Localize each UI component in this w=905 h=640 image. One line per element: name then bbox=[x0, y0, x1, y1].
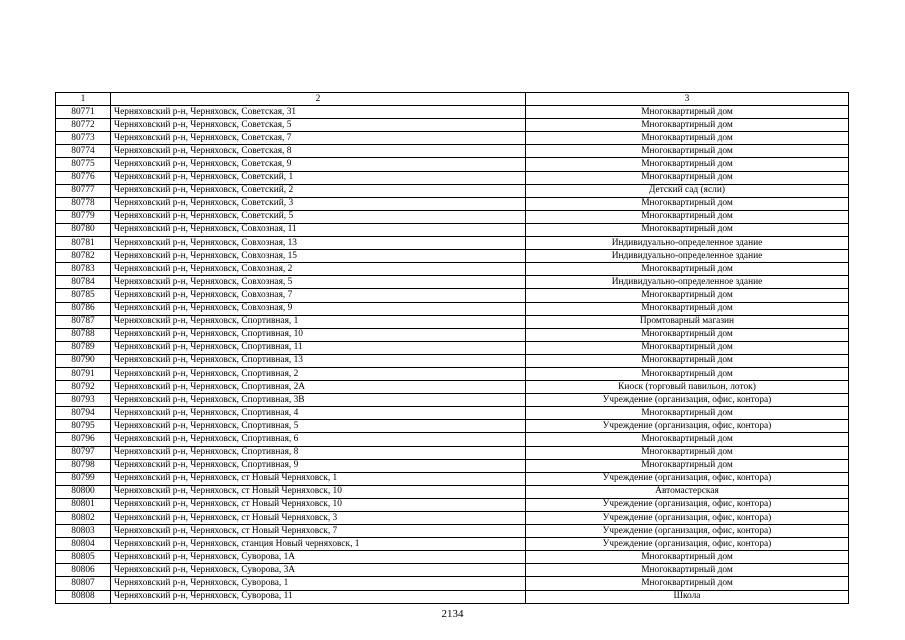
row-address-cell: Черняховский р-н, Черняховск, Советская, 8 bbox=[111, 145, 526, 158]
row-id-cell: 80776 bbox=[56, 171, 111, 184]
row-address-cell: Черняховский р-н, Черняховск, ст Новый Черняховск, 3 bbox=[111, 512, 526, 525]
row-address-cell: Черняховский р-н, Черняховск, Совхозная, 5 bbox=[111, 276, 526, 289]
row-id-cell: 80794 bbox=[56, 407, 111, 420]
row-type-cell: Учреждение (организация, офис, контора) bbox=[526, 525, 849, 538]
row-id-cell: 80791 bbox=[56, 367, 111, 380]
row-type-cell: Многоквартирный дом bbox=[526, 158, 849, 171]
row-id-cell: 80785 bbox=[56, 289, 111, 302]
row-type-cell: Многоквартирный дом bbox=[526, 446, 849, 459]
table-row bbox=[56, 512, 849, 525]
row-type-cell: Многоквартирный дом bbox=[526, 328, 849, 341]
header-col-1: 1 bbox=[56, 93, 111, 106]
row-type-cell: Многоквартирный дом bbox=[526, 132, 849, 145]
row-type-cell: Многоквартирный дом bbox=[526, 551, 849, 564]
row-id-cell: 80805 bbox=[56, 551, 111, 564]
row-id-cell: 80795 bbox=[56, 420, 111, 433]
row-id-cell: 80807 bbox=[56, 577, 111, 590]
row-type-cell: Детский сад (ясли) bbox=[526, 184, 849, 197]
row-address-cell: Черняховский р-н, Черняховск, Совхозная, 9 bbox=[111, 302, 526, 315]
row-type-cell: Школа bbox=[526, 590, 849, 603]
row-id-cell: 80799 bbox=[56, 472, 111, 485]
table-row bbox=[56, 525, 849, 538]
row-id-cell: 80803 bbox=[56, 525, 111, 538]
table-row bbox=[56, 106, 849, 119]
row-address-cell: Черняховский р-н, Черняховск, Советская, 31 bbox=[111, 106, 526, 119]
table-row bbox=[56, 250, 849, 263]
row-type-cell: Автомастерская bbox=[526, 485, 849, 498]
table-row bbox=[56, 289, 849, 302]
row-type-cell: Индивидуально-определенное здание bbox=[526, 237, 849, 250]
row-id-cell: 80786 bbox=[56, 302, 111, 315]
table-row bbox=[56, 145, 849, 158]
table-row bbox=[56, 407, 849, 420]
table-row bbox=[56, 590, 849, 603]
table-row bbox=[56, 433, 849, 446]
row-type-cell: Многоквартирный дом bbox=[526, 289, 849, 302]
row-type-cell: Многоквартирный дом bbox=[526, 433, 849, 446]
row-type-cell: Многоквартирный дом bbox=[526, 197, 849, 210]
row-address-cell: Черняховский р-н, Черняховск, Совхозная, 15 bbox=[111, 250, 526, 263]
row-address-cell: Черняховский р-н, Черняховск, Спортивная, 2 bbox=[111, 367, 526, 380]
row-type-cell: Многоквартирный дом bbox=[526, 354, 849, 367]
row-type-cell: Индивидуально-определенное здание bbox=[526, 250, 849, 263]
row-type-cell: Учреждение (организация, офис, контора) bbox=[526, 538, 849, 551]
table-row bbox=[56, 223, 849, 236]
table-row bbox=[56, 158, 849, 171]
row-address-cell: Черняховский р-н, Черняховск, Спортивная, 3В bbox=[111, 394, 526, 407]
row-address-cell: Черняховский р-н, Черняховск, ст Новый Черняховск, 10 bbox=[111, 498, 526, 511]
row-address-cell: Черняховский р-н, Черняховск, Спортивная, 9 bbox=[111, 459, 526, 472]
table-row bbox=[56, 315, 849, 328]
table-row bbox=[56, 171, 849, 184]
row-address-cell: Черняховский р-н, Черняховск, Спортивная, 10 bbox=[111, 328, 526, 341]
row-id-cell: 80777 bbox=[56, 184, 111, 197]
row-type-cell: Многоквартирный дом bbox=[526, 145, 849, 158]
row-id-cell: 80772 bbox=[56, 119, 111, 132]
table-row bbox=[56, 420, 849, 433]
row-id-cell: 80802 bbox=[56, 512, 111, 525]
row-address-cell: Черняховский р-н, Черняховск, Советский, 5 bbox=[111, 210, 526, 223]
row-type-cell: Учреждение (организация, офис, контора) bbox=[526, 394, 849, 407]
row-id-cell: 80778 bbox=[56, 197, 111, 210]
row-address-cell: Черняховский р-н, Черняховск, Советская, 5 bbox=[111, 119, 526, 132]
row-type-cell: Учреждение (организация, офис, контора) bbox=[526, 420, 849, 433]
row-type-cell: Учреждение (организация, офис, контора) bbox=[526, 512, 849, 525]
row-type-cell: Многоквартирный дом bbox=[526, 367, 849, 380]
table-row bbox=[56, 210, 849, 223]
row-address-cell: Черняховский р-н, Черняховск, Спортивная, 11 bbox=[111, 341, 526, 354]
row-type-cell: Многоквартирный дом bbox=[526, 263, 849, 276]
table-row bbox=[56, 446, 849, 459]
table-row bbox=[56, 394, 849, 407]
row-address-cell: Черняховский р-н, Черняховск, ст Новый Черняховск, 1 bbox=[111, 472, 526, 485]
row-address-cell: Черняховский р-н, Черняховск, Советская, 9 bbox=[111, 158, 526, 171]
row-address-cell: Черняховский р-н, Черняховск, Спортивная, 6 bbox=[111, 433, 526, 446]
row-id-cell: 80781 bbox=[56, 237, 111, 250]
table-row bbox=[56, 302, 849, 315]
row-address-cell: Черняховский р-н, Черняховск, Суворова, 11 bbox=[111, 590, 526, 603]
row-address-cell: Черняховский р-н, Черняховск, Спортивная, 13 bbox=[111, 354, 526, 367]
row-type-cell: Промтоварный магазин bbox=[526, 315, 849, 328]
row-id-cell: 80792 bbox=[56, 381, 111, 394]
row-id-cell: 80775 bbox=[56, 158, 111, 171]
row-address-cell: Черняховский р-н, Черняховск, ст Новый Черняховск, 7 bbox=[111, 525, 526, 538]
row-address-cell: Черняховский р-н, Черняховск, Спортивная, 2А bbox=[111, 381, 526, 394]
row-id-cell: 80798 bbox=[56, 459, 111, 472]
row-id-cell: 80779 bbox=[56, 210, 111, 223]
table-row bbox=[56, 132, 849, 145]
row-id-cell: 80784 bbox=[56, 276, 111, 289]
row-id-cell: 80788 bbox=[56, 328, 111, 341]
row-address-cell: Черняховский р-н, Черняховск, Советская, 7 bbox=[111, 132, 526, 145]
row-id-cell: 80797 bbox=[56, 446, 111, 459]
table-row bbox=[56, 551, 849, 564]
row-address-cell: Черняховский р-н, Черняховск, Спортивная, 1 bbox=[111, 315, 526, 328]
row-address-cell: Черняховский р-н, Черняховск, Суворова, 3А bbox=[111, 564, 526, 577]
row-type-cell: Многоквартирный дом bbox=[526, 119, 849, 132]
row-type-cell: Многоквартирный дом bbox=[526, 223, 849, 236]
row-address-cell: Черняховский р-н, Черняховск, Советский, 3 bbox=[111, 197, 526, 210]
row-type-cell: Многоквартирный дом bbox=[526, 171, 849, 184]
table-row bbox=[56, 263, 849, 276]
table-row bbox=[56, 538, 849, 551]
table-row bbox=[56, 341, 849, 354]
row-address-cell: Черняховский р-н, Черняховск, Советский, 2 bbox=[111, 184, 526, 197]
row-type-cell: Многоквартирный дом bbox=[526, 459, 849, 472]
table-row bbox=[56, 459, 849, 472]
row-type-cell: Учреждение (организация, офис, контора) bbox=[526, 498, 849, 511]
row-type-cell: Многоквартирный дом bbox=[526, 210, 849, 223]
row-id-cell: 80806 bbox=[56, 564, 111, 577]
row-type-cell: Многоквартирный дом bbox=[526, 106, 849, 119]
table-row bbox=[56, 577, 849, 590]
row-type-cell: Многоквартирный дом bbox=[526, 407, 849, 420]
row-address-cell: Черняховский р-н, Черняховск, Спортивная, 8 bbox=[111, 446, 526, 459]
row-id-cell: 80780 bbox=[56, 223, 111, 236]
row-address-cell: Черняховский р-н, Черняховск, станция Новый черняховск, 1 bbox=[111, 538, 526, 551]
page-number: 2134 bbox=[441, 608, 464, 620]
table-row bbox=[56, 381, 849, 394]
row-id-cell: 80804 bbox=[56, 538, 111, 551]
table-header-row bbox=[56, 93, 849, 106]
row-id-cell: 80790 bbox=[56, 354, 111, 367]
row-id-cell: 80800 bbox=[56, 485, 111, 498]
row-type-cell: Учреждение (организация, офис, контора) bbox=[526, 472, 849, 485]
header-col-2: 2 bbox=[111, 93, 526, 106]
table-row bbox=[56, 119, 849, 132]
table-row bbox=[56, 472, 849, 485]
row-id-cell: 80793 bbox=[56, 394, 111, 407]
table-row bbox=[56, 276, 849, 289]
table-row bbox=[56, 564, 849, 577]
table-row bbox=[56, 485, 849, 498]
row-id-cell: 80801 bbox=[56, 498, 111, 511]
row-address-cell: Черняховский р-н, Черняховск, Советский, 1 bbox=[111, 171, 526, 184]
table-row bbox=[56, 197, 849, 210]
row-id-cell: 80789 bbox=[56, 341, 111, 354]
header-col-3: 3 bbox=[526, 93, 849, 106]
row-address-cell: Черняховский р-н, Черняховск, Спортивная, 5 bbox=[111, 420, 526, 433]
registry-table-body bbox=[56, 93, 849, 604]
row-address-cell: Черняховский р-н, Черняховск, Совхозная, 13 bbox=[111, 237, 526, 250]
row-id-cell: 80808 bbox=[56, 590, 111, 603]
registry-table bbox=[55, 92, 849, 604]
row-type-cell: Многоквартирный дом bbox=[526, 341, 849, 354]
row-address-cell: Черняховский р-н, Черняховск, Совхозная, 7 bbox=[111, 289, 526, 302]
table-row bbox=[56, 498, 849, 511]
table-row bbox=[56, 328, 849, 341]
row-address-cell: Черняховский р-н, Черняховск, Совхозная, 11 bbox=[111, 223, 526, 236]
row-id-cell: 80782 bbox=[56, 250, 111, 263]
table-row bbox=[56, 354, 849, 367]
row-address-cell: Черняховский р-н, Черняховск, Совхозная, 2 bbox=[111, 263, 526, 276]
row-address-cell: Черняховский р-н, Черняховск, ст Новый Черняховск, 10 bbox=[111, 485, 526, 498]
row-type-cell: Киоск (торговый павильон, лоток) bbox=[526, 381, 849, 394]
table-row bbox=[56, 184, 849, 197]
table-row bbox=[56, 237, 849, 250]
row-type-cell: Многоквартирный дом bbox=[526, 564, 849, 577]
row-id-cell: 80773 bbox=[56, 132, 111, 145]
row-id-cell: 80787 bbox=[56, 315, 111, 328]
row-type-cell: Индивидуально-определенное здание bbox=[526, 276, 849, 289]
row-address-cell: Черняховский р-н, Черняховск, Спортивная, 4 bbox=[111, 407, 526, 420]
row-id-cell: 80796 bbox=[56, 433, 111, 446]
row-address-cell: Черняховский р-н, Черняховск, Суворова, 1А bbox=[111, 551, 526, 564]
row-id-cell: 80774 bbox=[56, 145, 111, 158]
row-id-cell: 80771 bbox=[56, 106, 111, 119]
row-address-cell: Черняховский р-н, Черняховск, Суворова, 1 bbox=[111, 577, 526, 590]
row-id-cell: 80783 bbox=[56, 263, 111, 276]
row-type-cell: Многоквартирный дом bbox=[526, 302, 849, 315]
table-row bbox=[56, 367, 849, 380]
row-type-cell: Многоквартирный дом bbox=[526, 577, 849, 590]
